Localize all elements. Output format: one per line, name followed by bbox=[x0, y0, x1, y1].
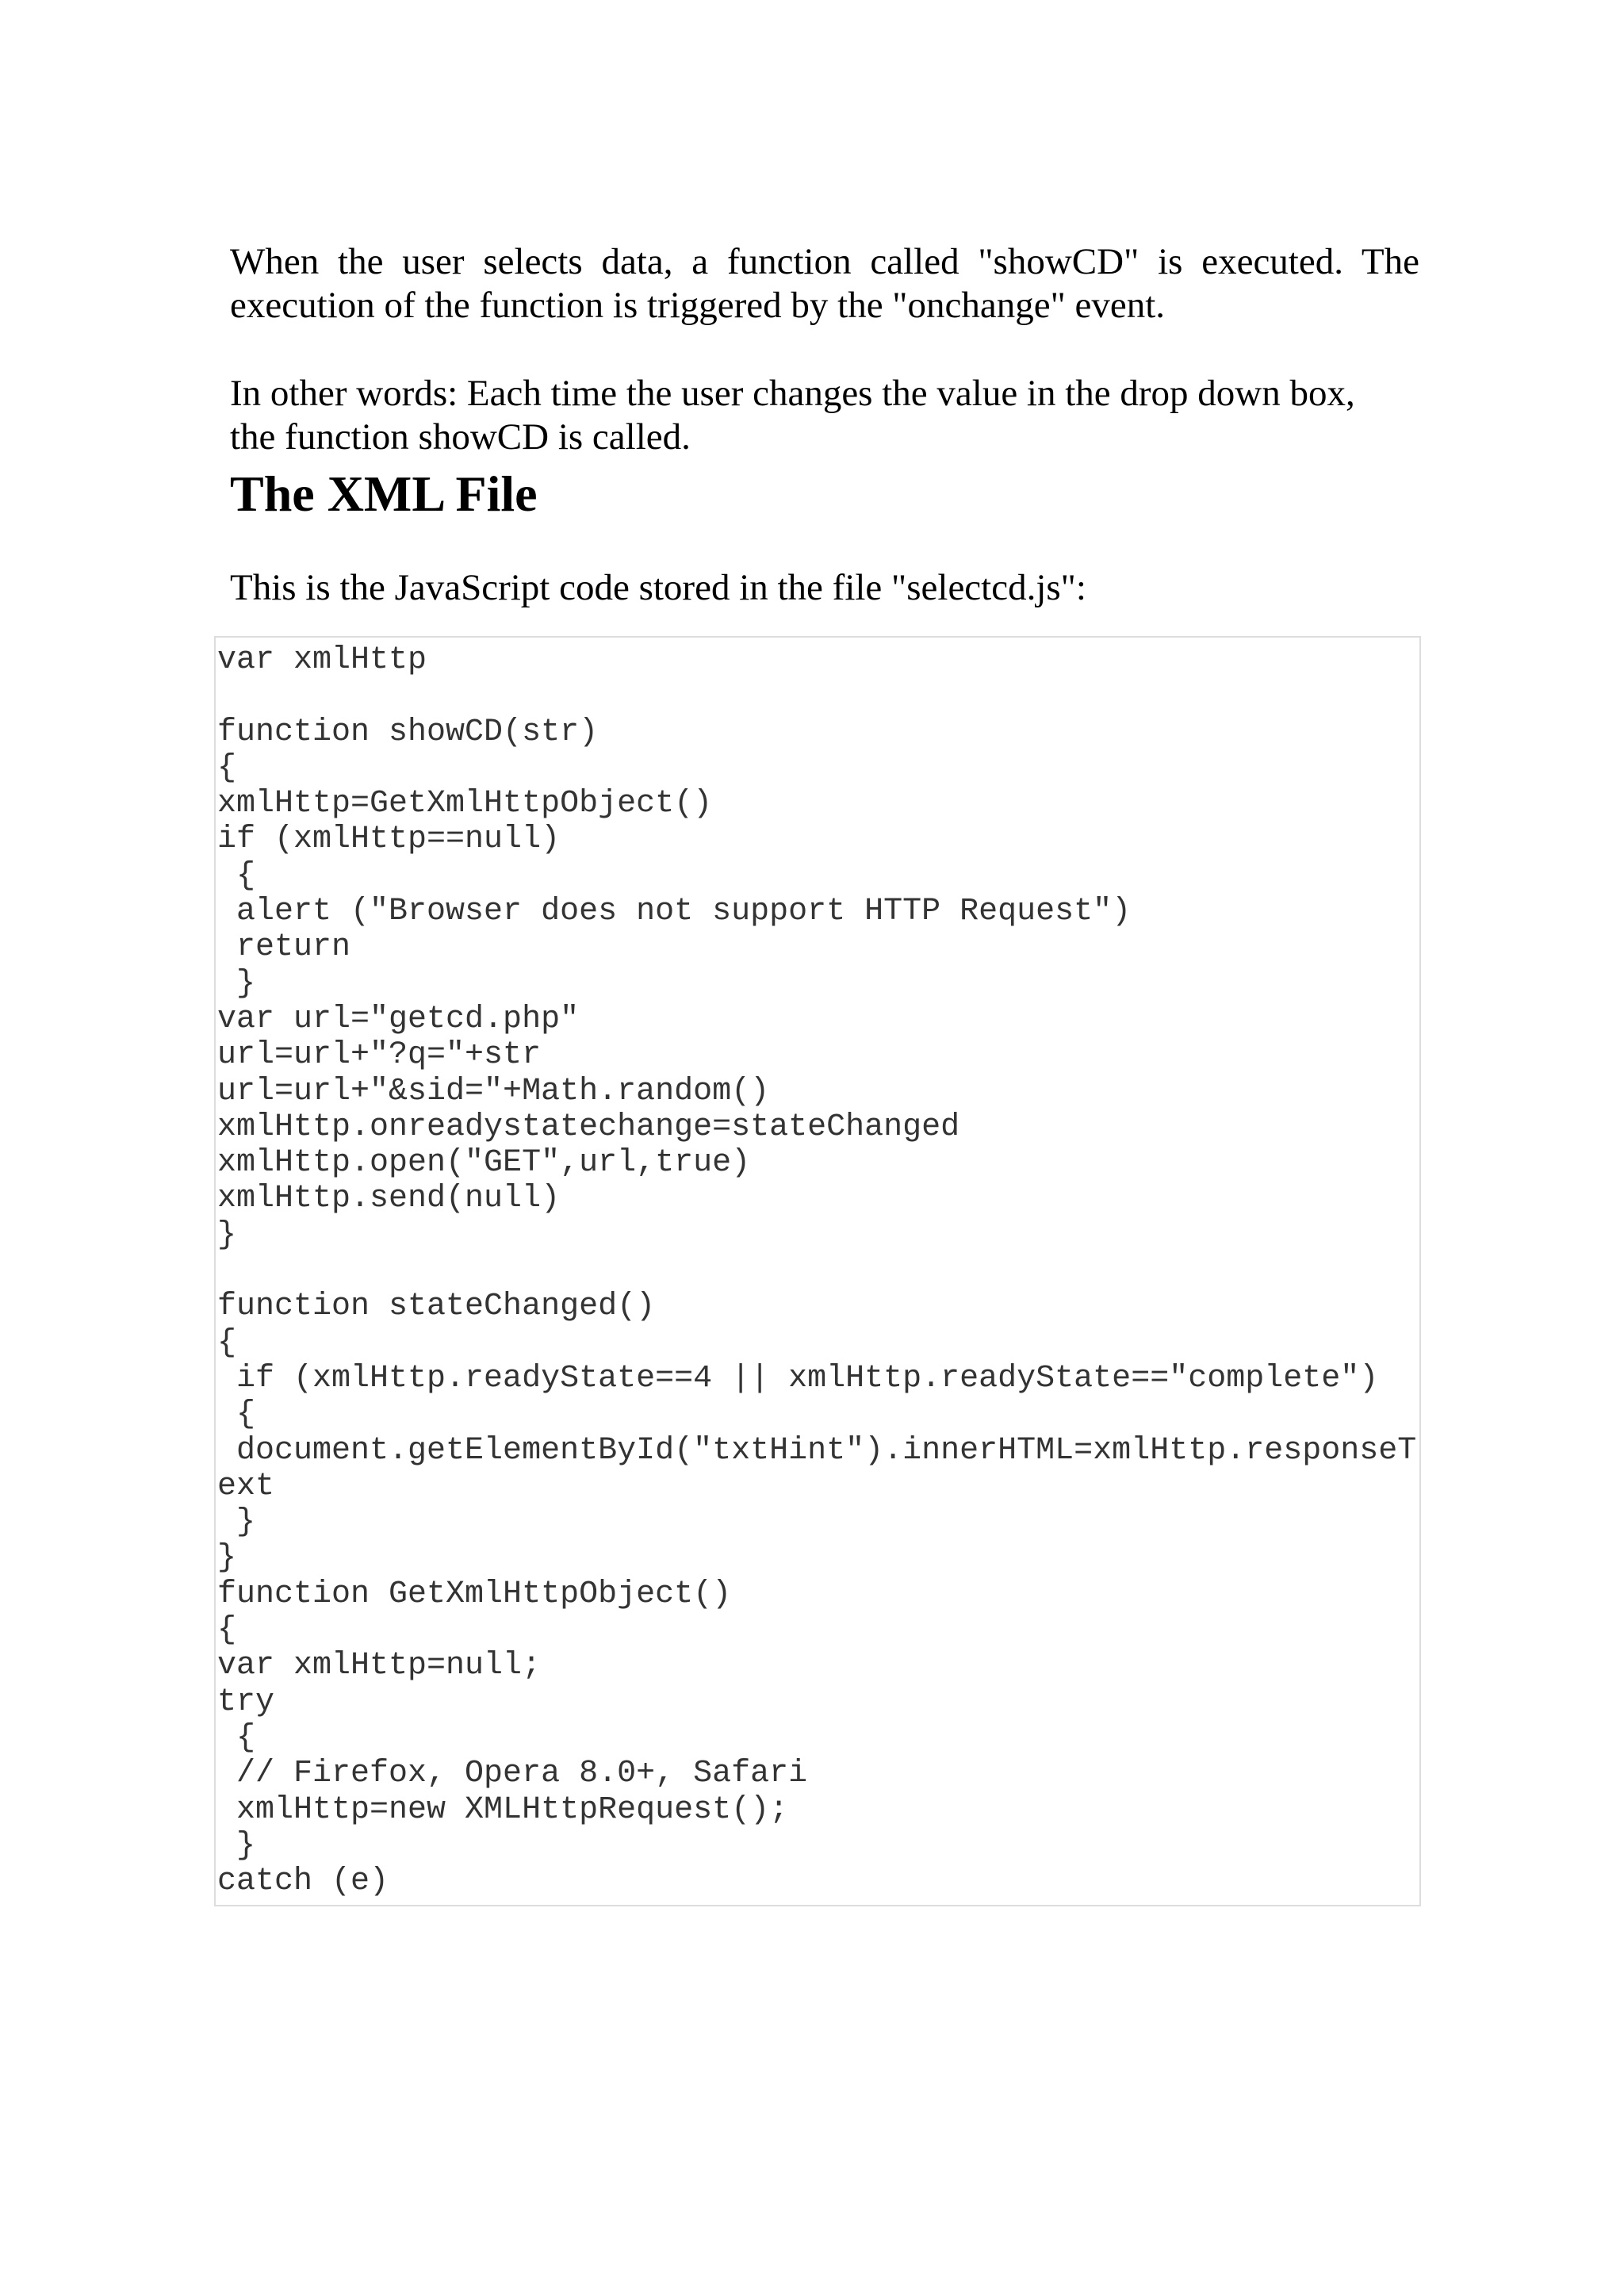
code-line: xmlHttp=new XMLHttpRequest(); bbox=[217, 1791, 789, 1828]
code-line: url=url+"&sid="+Math.random() bbox=[217, 1073, 770, 1109]
code-line: if (xmlHttp.readyState==4 || xmlHttp.readyState=="complete") bbox=[217, 1360, 1379, 1397]
code-line: url=url+"?q="+str bbox=[217, 1037, 542, 1074]
code-line: var url="getcd.php" bbox=[217, 1001, 580, 1037]
code-line: try bbox=[217, 1684, 275, 1720]
code-block bbox=[214, 636, 1421, 1906]
code-line: { bbox=[217, 1719, 256, 1756]
code-intro-text: This is the JavaScript code stored in the file "selectcd.js": bbox=[230, 567, 1086, 608]
code-line: } bbox=[217, 1216, 237, 1253]
code-line: { bbox=[217, 1612, 237, 1649]
code-line: xmlHttp=GetXmlHttpObject() bbox=[217, 786, 713, 822]
code-line: } bbox=[217, 965, 256, 1002]
code-line: catch (e) bbox=[217, 1864, 389, 1900]
code-line: alert ("Browser does not support HTTP Request") bbox=[217, 894, 1132, 930]
code-line: xmlHttp.send(null) bbox=[217, 1181, 561, 1217]
code-line: function GetXmlHttpObject() bbox=[217, 1576, 732, 1612]
code-line bbox=[217, 1253, 1416, 1289]
code-line: var xmlHttp bbox=[217, 642, 427, 678]
code-line: // Firefox, Opera 8.0+, Safari bbox=[217, 1756, 808, 1792]
code-line: return bbox=[217, 929, 351, 966]
paragraph-other-words-line-2: the function showCD is called. bbox=[230, 416, 691, 458]
code-line: document.getElementById("txtHint").innerHTML=xmlHttp.responseT bbox=[217, 1432, 1417, 1469]
code-line: } bbox=[217, 1827, 256, 1864]
paragraph-showcd-description: When the user selects data, a function called "showCD" is executed. The execution of the function is triggered by the "onchange" event. bbox=[230, 241, 1419, 326]
section-heading: The XML File bbox=[230, 466, 538, 522]
code-line: { bbox=[217, 857, 256, 894]
code-line: { bbox=[217, 1397, 256, 1433]
code-line: xmlHttp.onreadystatechange=stateChanged bbox=[217, 1109, 960, 1145]
code-line: } bbox=[217, 1540, 237, 1577]
code-line bbox=[217, 678, 1416, 714]
paragraph-other-words-line-1: In other words: Each time the user changes the value in the drop down box, bbox=[230, 373, 1355, 414]
code-line: { bbox=[217, 1324, 237, 1361]
code-line: var xmlHttp=null; bbox=[217, 1648, 542, 1684]
code-line: function showCD(str) bbox=[217, 714, 599, 750]
code-lines bbox=[217, 642, 1416, 1899]
code-line: xmlHttp.open("GET",url,true) bbox=[217, 1145, 751, 1182]
paragraph-other-words bbox=[230, 372, 1419, 459]
code-line: ext bbox=[217, 1468, 275, 1504]
code-line: { bbox=[217, 749, 237, 786]
code-line: } bbox=[217, 1504, 256, 1541]
code-line: if (xmlHttp==null) bbox=[217, 822, 561, 858]
code-line: function stateChanged() bbox=[217, 1289, 656, 1325]
